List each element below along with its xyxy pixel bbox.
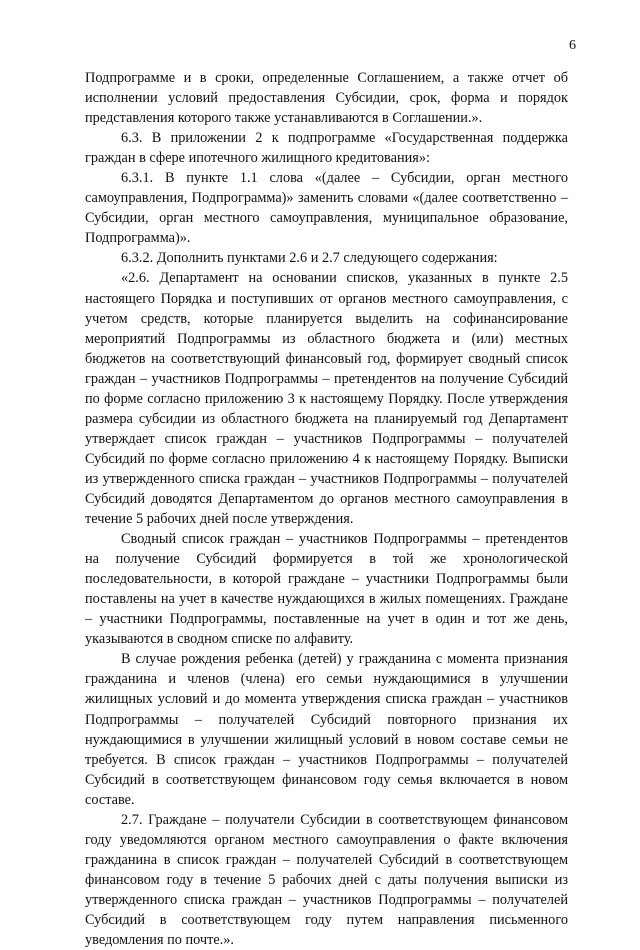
document-body bbox=[85, 68, 568, 950]
paragraph-continuation: Подпрограмме и в сроки, определенные Соглашением, а также отчет об исполнении условий предоставления Субсидии, срок, форма и порядок представления которого также устанавливаются в Соглашении.». bbox=[85, 70, 568, 127]
paragraph-child-birth: В случае рождения ребенка (детей) у гражданина с момента признания гражданина и членов (члена) его семьи нуждающимися в улучшении жилищных условий и до момента утверждения списка граждан – участников Подпрограммы – получателей Субсидий повторного признания их нуждающимися в улучшении жилищный условий в новом составе семьи не требуется. В список граждан – участников Подпрограммы – получателей Субсидий в соответствующем финансовом году семья включается в новом составе. bbox=[85, 651, 568, 808]
paragraph-2-7: 2.7. Граждане – получатели Субсидии в соответствующем финансовом году уведомляются органом местного самоуправления о факте включения гражданина в список граждан – получателей Субсидий в соответствующем финансовом году в течение 5 рабочих дней с даты получения выписки из утвержденного списка граждан – участников Подпрограммы – получателей Субсидий в соответствующем году путем направления письменного уведомления по почте.». bbox=[85, 811, 568, 949]
paragraph-6-3: 6.3. В приложении 2 к подпрограмме «Государственная поддержка граждан в сфере ипотечного жилищного кредитования»: bbox=[85, 130, 568, 167]
paragraph-consolidated-list: Сводный список граждан – участников Подпрограммы – претендентов на получение Субсидий формируется в той же хронологической последовательности, в которой граждане – участники Подпрограммы были поставлены на учет в качестве нуждающихся в жилых помещениях. Граждане – участники Подпрограммы, поставленные на учет в один и тот же день, указываются в сводном списке по алфавиту. bbox=[85, 531, 568, 648]
page-number: 6 bbox=[569, 38, 576, 53]
paragraph-6-3-1: 6.3.1. В пункте 1.1 слова «(далее – Субсидии, орган местного самоуправления, Подпрограмма)» заменить словами «(далее соответственно – Субсидии, орган местного самоуправления, муниципальное образование, Подпрограмма)». bbox=[85, 170, 568, 247]
paragraph-6-3-2: 6.3.2. Дополнить пунктами 2.6 и 2.7 следующего содержания: bbox=[121, 250, 498, 267]
paragraph-2-6: «2.6. Департамент на основании списков, указанных в пункте 2.5 настоящего Порядка и поступивших от органов местного самоуправления, с учетом средств, которые планируется выделить на софинансирование мероприятий Подпрограммы из областного бюджета и (или) местных бюджетов на соответствующий финансовый год, формирует сводный список граждан – участников Подпрограммы – претендентов на получение Субсидий по форме согласно приложению 3 к настоящему Порядку. После утверждения размера субсидии из областного бюджета на планируемый год Департамент утверждает список граждан – участников Подпрограммы – получателей Субсидий по форме согласно приложению 4 к настоящему Порядку. Выписки из утвержденного списка граждан – участников Подпрограммы – получателей Субсидий доводятся Департаментом до органов местного самоуправления в течение 5 рабочих дней после утверждения. bbox=[85, 270, 568, 528]
